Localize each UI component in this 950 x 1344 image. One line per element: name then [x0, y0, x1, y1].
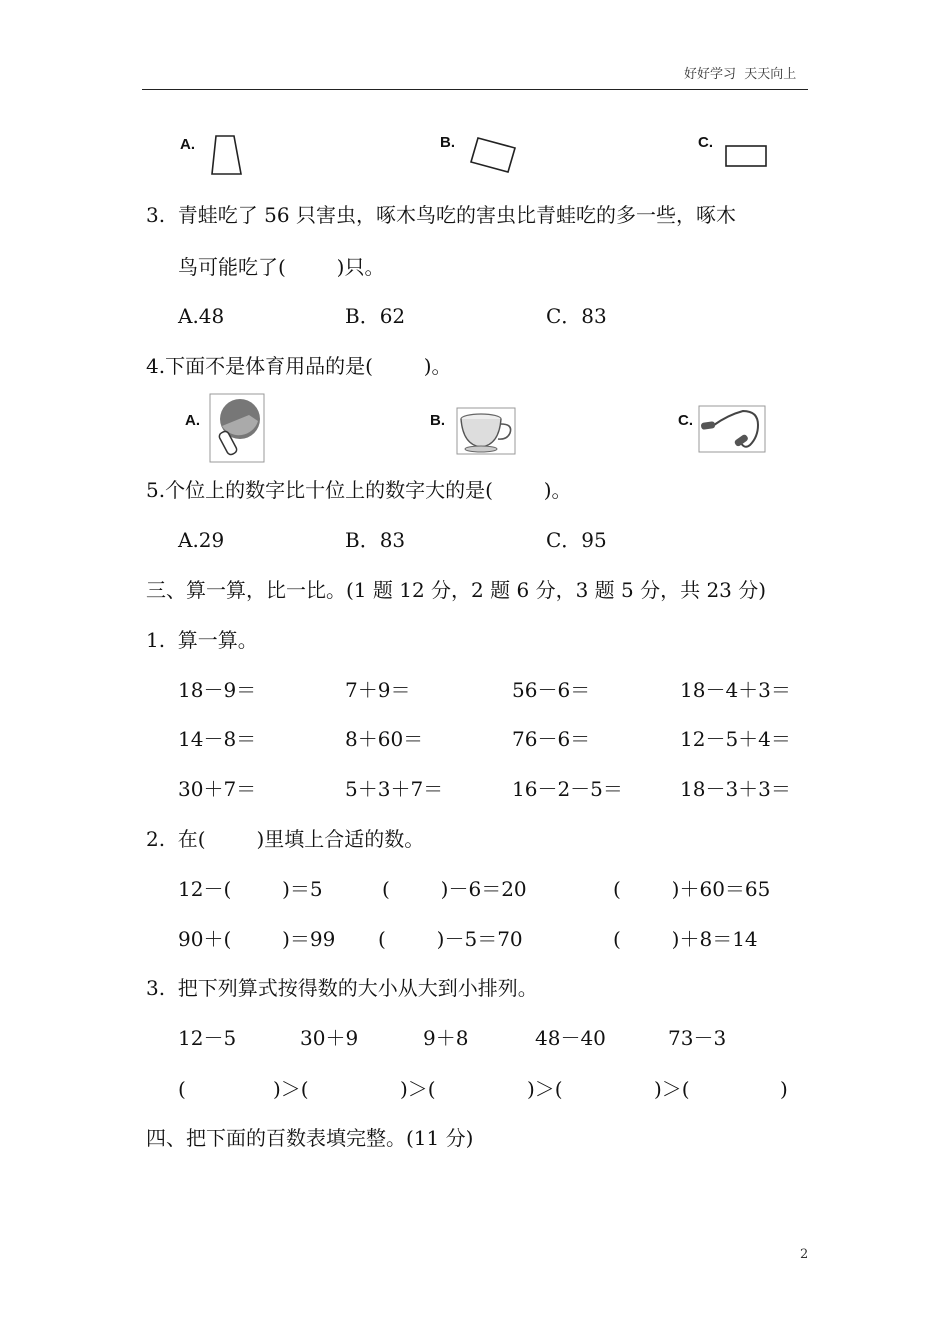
q4-option-b-label: B. — [430, 412, 445, 429]
fill-blank-item: 12－( )＝5 — [178, 877, 323, 901]
calc-item: 14－8＝ — [178, 727, 257, 751]
fill-blank-item: ( )－6＝20 — [382, 877, 527, 901]
expression-item: 48－40 — [535, 1026, 606, 1050]
calc-item: 18－3＋3＝ — [680, 777, 791, 801]
fill-blank-item: 90＋( )＝99 — [178, 927, 336, 951]
calc-item: 12－5＋4＝ — [680, 727, 791, 751]
expression-item: 9＋8 — [423, 1026, 469, 1050]
calc-item: 56－6＝ — [512, 678, 591, 702]
rectangle-icon — [722, 142, 770, 170]
order-blank-part: )＞( — [527, 1077, 563, 1101]
trapezoid-icon — [208, 130, 248, 178]
expression-item: 12－5 — [178, 1026, 237, 1050]
section3-part3-title: 3. 把下列算式按得数的大小从大到小排列。 — [146, 976, 538, 1000]
q3-stem-line1: 3. 青蛙吃了 56 只害虫，啄木鸟吃的害虫比青蛙吃的多一些，啄木 — [146, 203, 736, 227]
q4-stem: 4.下面不是体育用品的是( )。 — [146, 354, 452, 378]
expression-item: 30＋9 — [300, 1026, 359, 1050]
page-number: 2 — [800, 1247, 809, 1262]
calc-item: 30＋7＝ — [178, 777, 257, 801]
q5-option-c: C．95 — [546, 528, 607, 552]
order-blank-part: )＞( — [273, 1077, 309, 1101]
q3-stem-line2: 鸟可能吃了( )只。 — [178, 255, 385, 279]
fill-blank-item: ( )＋60＝65 — [613, 877, 771, 901]
q5-stem: 5.个位上的数字比十位上的数字大的是( )。 — [146, 478, 572, 502]
q3-option-c: C．83 — [546, 304, 607, 328]
q4-option-a-label: A. — [185, 412, 200, 429]
tilted-rectangle-icon — [470, 134, 520, 176]
order-blank-part: )＞( — [400, 1077, 436, 1101]
section3-part1-title: 1. 算一算。 — [146, 628, 258, 652]
calc-item: 5＋3＋7＝ — [345, 777, 444, 801]
q5-option-b: B．83 — [345, 528, 406, 552]
order-blank-part: ) — [780, 1077, 788, 1101]
section3-title: 三、算一算，比一比。(1 题 12 分，2 题 6 分，3 题 5 分，共 23 分) — [146, 578, 767, 602]
shape-option-c-label: C. — [698, 134, 713, 151]
ping-pong-paddle-icon — [209, 393, 265, 463]
q5-option-a: A.29 — [178, 528, 225, 552]
calc-item: 18－9＝ — [178, 678, 257, 702]
header-rule — [142, 89, 808, 90]
order-blank-part: )＞( — [654, 1077, 690, 1101]
teacup-icon — [456, 407, 516, 455]
fill-blank-item: ( )＋8＝14 — [613, 927, 758, 951]
q3-option-a: A.48 — [178, 304, 225, 328]
calc-item: 76－6＝ — [512, 727, 591, 751]
q4-option-c-label: C. — [678, 412, 693, 429]
header-slogan: 好好学习 天天向上 — [684, 67, 797, 82]
jump-rope-icon — [698, 405, 766, 453]
section3-part2-title: 2. 在( )里填上合适的数。 — [146, 827, 425, 851]
calc-item: 8＋60＝ — [345, 727, 424, 751]
q3-option-b: B．62 — [345, 304, 406, 328]
fill-blank-item: ( )－5＝70 — [378, 927, 523, 951]
calc-item: 16－2－5＝ — [512, 777, 623, 801]
calc-item: 7＋9＝ — [345, 678, 411, 702]
shape-option-b-label: B. — [440, 134, 455, 151]
shape-option-a-label: A. — [180, 136, 195, 153]
section4-title: 四、把下面的百数表填完整。(11 分) — [146, 1126, 474, 1150]
calc-item: 18－4＋3＝ — [680, 678, 791, 702]
order-blank-part: ( — [178, 1077, 186, 1101]
expression-item: 73－3 — [668, 1026, 727, 1050]
